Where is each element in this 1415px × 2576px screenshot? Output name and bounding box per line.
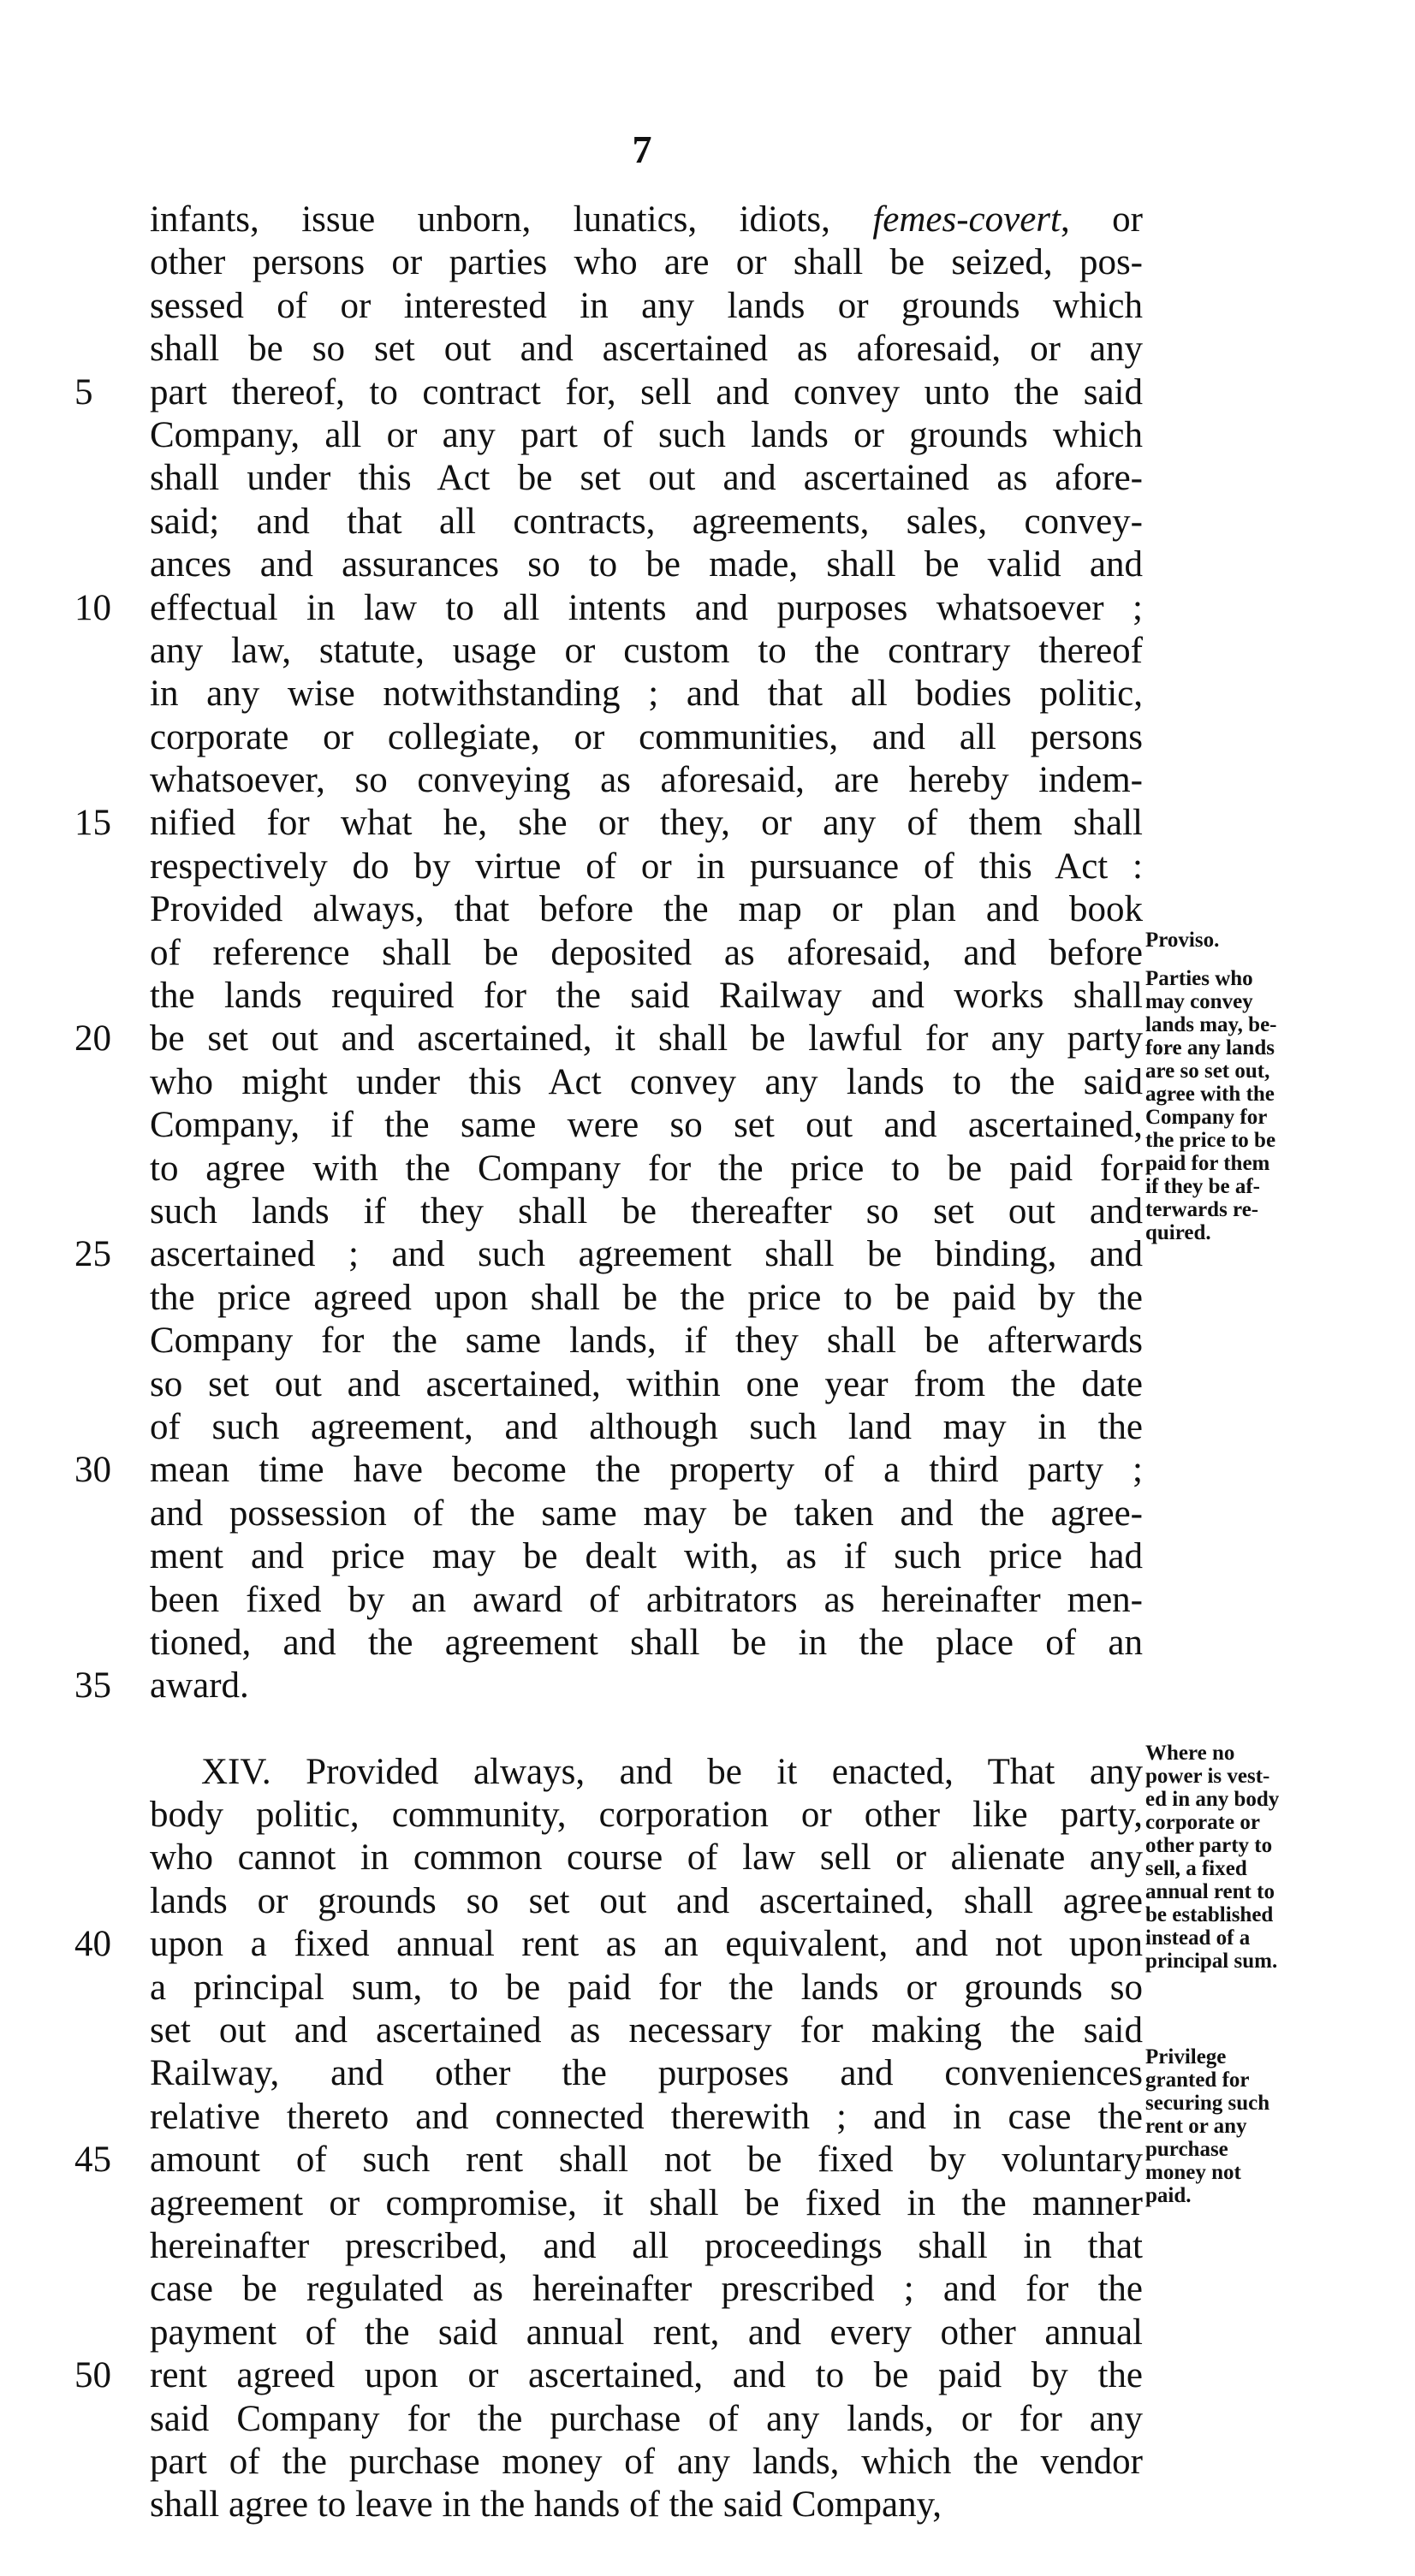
text-line	[150, 1579, 1143, 1622]
margin-note-line: corporate or	[1145, 1811, 1260, 1834]
line-text: said Company for the purchase of any lands, or for any	[150, 2398, 1143, 2439]
line-text: respectively do by virtue of or in pursuance of this Act :	[150, 846, 1143, 887]
margin-note-line: Parties who	[1145, 967, 1253, 990]
text-line	[150, 2009, 1143, 2052]
margin-note-line: rent or any	[1145, 2115, 1247, 2138]
text-line	[150, 630, 1143, 673]
line-number: 30	[74, 1450, 111, 1491]
margin-note-line: if they be af-	[1145, 1175, 1260, 1198]
line-text: relative thereto and connected therewith ; and in case the	[150, 2096, 1143, 2137]
text-line	[150, 1794, 1143, 1837]
line-text: body politic, community, corporation or other like party,	[150, 1795, 1143, 1836]
margin-note-line: fore any lands	[1145, 1036, 1275, 1059]
line-text: Railway, and other the purposes and conveniences	[150, 2053, 1143, 2094]
margin-note-line: ed in any body	[1145, 1788, 1280, 1811]
line-text: so set out and ascertained, within one year from the date	[150, 1363, 1143, 1404]
line-text: Company, all or any part of such lands or grounds which	[150, 414, 1143, 455]
line-text: Provided always, that before the map or plan and book	[150, 889, 1143, 930]
text-line	[150, 1104, 1143, 1147]
text-line	[150, 2225, 1143, 2268]
margin-note-line: agree with the	[1145, 1083, 1275, 1106]
paragraph-1	[74, 199, 1143, 1708]
text-line	[150, 1967, 1143, 2009]
text-line	[150, 328, 1143, 371]
line-text: other persons or parties who are or shall be seized, pos-	[150, 242, 1143, 283]
text-line	[150, 1880, 1143, 1923]
text-line	[150, 199, 1143, 241]
text-line	[150, 1363, 1143, 1406]
line-text: part thereof, to contract for, sell and convey unto the said	[150, 371, 1143, 413]
text-line	[150, 2398, 1143, 2441]
line-text: to agree with the Company for the price to be paid for	[150, 1148, 1143, 1189]
text-line	[74, 1018, 1143, 1060]
margin-note-line: purchase	[1145, 2138, 1228, 2161]
text-line	[150, 2268, 1143, 2311]
margin-note-line: granted for	[1145, 2069, 1250, 2092]
line-text: ascertained ; and such agreement shall be binding, and	[150, 1234, 1143, 1275]
margin-note-line: securing such	[1145, 2092, 1270, 2115]
line-text: infants, issue unborn, lunatics, idiots, femes-covert, or	[150, 199, 1143, 240]
text-line	[150, 2182, 1143, 2225]
line-text: tioned, and the agreement shall be in the place of an	[150, 1622, 1143, 1663]
margin-note-line: lands may, be-	[1145, 1013, 1277, 1036]
margin-note-line: sell, a fixed	[1145, 1857, 1247, 1880]
line-text: in any wise notwithstanding ; and that all bodies politic,	[150, 674, 1143, 715]
margin-note-line: power is vest-	[1145, 1765, 1270, 1788]
margin-note-line: the price to be	[1145, 1129, 1276, 1152]
text-line	[150, 501, 1143, 543]
text-line	[150, 2096, 1143, 2139]
text-line	[74, 1233, 1143, 1276]
margin-note-line: quired.	[1145, 1221, 1211, 1244]
line-text: set out and ascertained as necessary for making the said	[150, 2010, 1143, 2051]
text-line	[74, 1665, 1143, 1707]
line-number: 35	[74, 1665, 111, 1706]
text-line	[150, 932, 1143, 975]
text-line	[74, 1449, 1143, 1492]
text-line	[74, 371, 1143, 414]
text-line	[150, 241, 1143, 284]
line-text: and possession of the same may be taken and the agree-	[150, 1493, 1143, 1534]
text-line	[150, 1190, 1143, 1233]
line-number: 50	[74, 2355, 111, 2396]
text-line	[150, 975, 1143, 1018]
line-text: nified for what he, she or they, or any of them shall	[150, 803, 1143, 844]
text-line	[150, 1535, 1143, 1578]
line-text: corporate or collegiate, or communities, and all persons	[150, 716, 1143, 757]
line-number: 40	[74, 1924, 111, 1965]
margin-note-line: paid for them	[1145, 1152, 1270, 1175]
body-text	[74, 199, 1143, 2527]
text-line	[150, 1751, 1143, 1794]
margin-note-line: Company for	[1145, 1106, 1268, 1129]
text-line	[150, 285, 1143, 328]
margin-note-line: money not	[1145, 2161, 1241, 2184]
line-text: Company, if the same were so set out and ascertained,	[150, 1105, 1143, 1146]
text-line	[150, 1622, 1143, 1665]
margin-note-proviso	[1145, 929, 1351, 952]
text-line	[150, 716, 1143, 759]
margin-note-line: may convey	[1145, 990, 1253, 1013]
margin-note-line: other party to	[1145, 1834, 1273, 1857]
text-line	[74, 2354, 1143, 2397]
text-line	[150, 543, 1143, 586]
line-number: 15	[74, 803, 111, 844]
text-line	[150, 1493, 1143, 1535]
line-text: ances and assurances so to be made, shall be valid and	[150, 544, 1143, 585]
text-line	[150, 2484, 1143, 2526]
margin-note-line: paid.	[1145, 2184, 1192, 2207]
text-line	[150, 457, 1143, 500]
margin-note-where-no-power	[1145, 1742, 1351, 1973]
margin-note-line: Where no	[1145, 1742, 1235, 1765]
line-text: upon a fixed annual rent as an equivalent, and not upon	[150, 1924, 1143, 1965]
line-text: mean time have become the property of a third party ;	[150, 1450, 1143, 1491]
paragraph-2	[74, 1751, 1143, 2527]
text-line	[150, 888, 1143, 931]
margin-note-line: annual rent to	[1145, 1880, 1275, 1903]
line-number: 20	[74, 1018, 111, 1059]
text-line	[74, 1923, 1143, 1966]
line-text: be set out and ascertained, it shall be lawful for any party	[150, 1018, 1143, 1059]
line-number: 45	[74, 2140, 111, 2181]
margin-note-parties	[1145, 967, 1351, 1244]
line-text: who cannot in common course of law sell or alienate any	[150, 1837, 1143, 1879]
line-text: rent agreed upon or ascertained, and to be paid by the	[150, 2355, 1143, 2396]
text-line	[150, 1320, 1143, 1362]
line-text: Company for the same lands, if they shall be afterwards	[150, 1321, 1143, 1362]
line-number: 10	[74, 587, 111, 628]
line-text: effectual in law to all intents and purposes whatsoever ;	[150, 587, 1143, 628]
line-number: 25	[74, 1234, 111, 1275]
margin-note-privilege	[1145, 2045, 1351, 2207]
paragraph-gap	[150, 1708, 1143, 1751]
line-text: the price agreed upon shall be the price to be paid by the	[150, 1277, 1143, 1318]
text-line	[150, 414, 1143, 457]
text-line	[74, 587, 1143, 630]
margin-note-line: Proviso.	[1145, 929, 1220, 952]
text-line	[74, 2139, 1143, 2181]
text-line	[150, 2312, 1143, 2354]
line-text: amount of such rent shall not be fixed by voluntary	[150, 2140, 1143, 2181]
line-text: shall under this Act be set out and ascertained as afore-	[150, 458, 1143, 499]
line-text: hereinafter prescribed, and all proceedings shall in that	[150, 2225, 1143, 2266]
text-line	[150, 1061, 1143, 1104]
line-number: 5	[74, 371, 93, 413]
text-line	[150, 1277, 1143, 1320]
margin-note-line: Privilege	[1145, 2045, 1227, 2069]
line-text: agreement or compromise, it shall be fixed in the manner	[150, 2182, 1143, 2223]
margin-note-line: are so set out,	[1145, 1059, 1270, 1083]
line-text: whatsoever, so conveying as aforesaid, are hereby indem-	[150, 760, 1143, 801]
line-text: who might under this Act convey any lands to the said	[150, 1061, 1143, 1102]
line-text: shall be so set out and ascertained as aforesaid, or any	[150, 329, 1143, 370]
margin-note-line: instead of a	[1145, 1926, 1251, 1950]
line-text: been fixed by an award of arbitrators as hereinafter men-	[150, 1579, 1143, 1620]
line-text: ment and price may be dealt with, as if such price had	[150, 1536, 1143, 1577]
text-line	[150, 2052, 1143, 2095]
text-line	[150, 846, 1143, 888]
line-text: of reference shall be deposited as aforesaid, and before	[150, 932, 1143, 973]
margin-note-line: principal sum.	[1145, 1950, 1278, 1973]
text-line	[150, 759, 1143, 802]
line-text: the lands required for the said Railway and works shall	[150, 976, 1143, 1017]
text-line	[150, 1406, 1143, 1449]
text-line	[150, 2441, 1143, 2484]
line-text: shall agree to leave in the hands of the said Company,	[150, 2484, 942, 2526]
line-text: payment of the said annual rent, and every other annual	[150, 2312, 1143, 2353]
text-line	[150, 1837, 1143, 1879]
line-text: any law, statute, usage or custom to the contrary thereof	[150, 630, 1143, 671]
line-text: lands or grounds so set out and ascertained, shall agree	[150, 1880, 1143, 1921]
text-line	[150, 673, 1143, 715]
line-text: award.	[150, 1665, 249, 1706]
line-text: part of the purchase money of any lands, which the vendor	[150, 2441, 1143, 2482]
margin-note-line: terwards re-	[1145, 1198, 1259, 1221]
line-text: XIV. Provided always, and be it enacted, That any	[201, 1751, 1143, 1792]
line-text: case be regulated as hereinafter prescribed ; and for the	[150, 2269, 1143, 2310]
line-text: such lands if they shall be thereafter so set out and	[150, 1190, 1143, 1232]
margin-note-line: be established	[1145, 1903, 1274, 1926]
text-line	[150, 1148, 1143, 1190]
line-text: said; and that all contracts, agreements, sales, convey-	[150, 501, 1143, 542]
page-number: 7	[632, 128, 652, 171]
line-text: sessed of or interested in any lands or grounds which	[150, 285, 1143, 326]
text-line	[74, 802, 1143, 845]
line-text: a principal sum, to be paid for the lands or grounds so	[150, 1967, 1143, 2008]
line-text: of such agreement, and although such land may in the	[150, 1406, 1143, 1447]
